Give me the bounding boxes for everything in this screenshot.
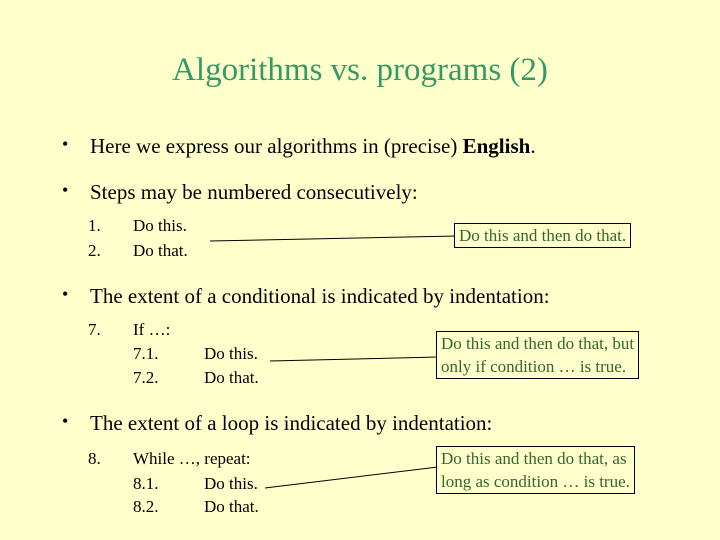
substep-number: 8.2. (133, 497, 159, 516)
callout-line: Do this and then do that, as (441, 449, 627, 468)
step-text: While …, repeat: (133, 449, 251, 468)
step-text: If …: (133, 320, 171, 339)
callout-line: Do this and then do that. (459, 226, 627, 245)
substep-text: Do this. (204, 474, 258, 493)
callout-line: long as condition … is true. (441, 472, 630, 491)
callout-connector-line (265, 467, 438, 488)
callout-box (454, 223, 631, 248)
step-text: Do this. (133, 216, 187, 235)
callout-box (436, 331, 639, 379)
bullet-text: The extent of a loop is indicated by indentation: (90, 411, 493, 435)
step-number: 8. (88, 449, 101, 468)
callout-line: only if condition … is true. (441, 357, 627, 376)
step-number: 2. (88, 241, 101, 260)
callout-connector-line (210, 236, 458, 241)
step-number: 7. (88, 320, 101, 339)
bullet-glyph: • (62, 134, 69, 154)
callout-box (436, 446, 635, 494)
callout-connector-line (270, 357, 438, 361)
bullet-text: The extent of a conditional is indicated by indentation: (90, 284, 550, 308)
bullet-glyph: • (62, 411, 69, 431)
callout-line: Do this and then do that, but (441, 334, 635, 353)
substep-text: Do this. (204, 344, 258, 363)
step-number: 1. (88, 216, 101, 235)
bullet-glyph: • (62, 180, 69, 200)
step-text: Do that. (133, 241, 188, 260)
substep-number: 7.1. (133, 344, 159, 363)
bullet-text-bold: English (462, 134, 531, 158)
substep-number: 8.1. (133, 474, 159, 493)
bullet-text-post: . (530, 134, 536, 158)
substep-text: Do that. (204, 368, 259, 387)
bullet-glyph: • (62, 284, 69, 304)
substep-text: Do that. (204, 497, 259, 516)
bullet-text-pre: Here we express our algorithms in (precise) (90, 134, 463, 158)
substep-number: 7.2. (133, 368, 159, 387)
slide-title: Algorithms vs. programs (2) (172, 52, 548, 88)
bullet-text: Steps may be numbered consecutively: (90, 180, 418, 204)
